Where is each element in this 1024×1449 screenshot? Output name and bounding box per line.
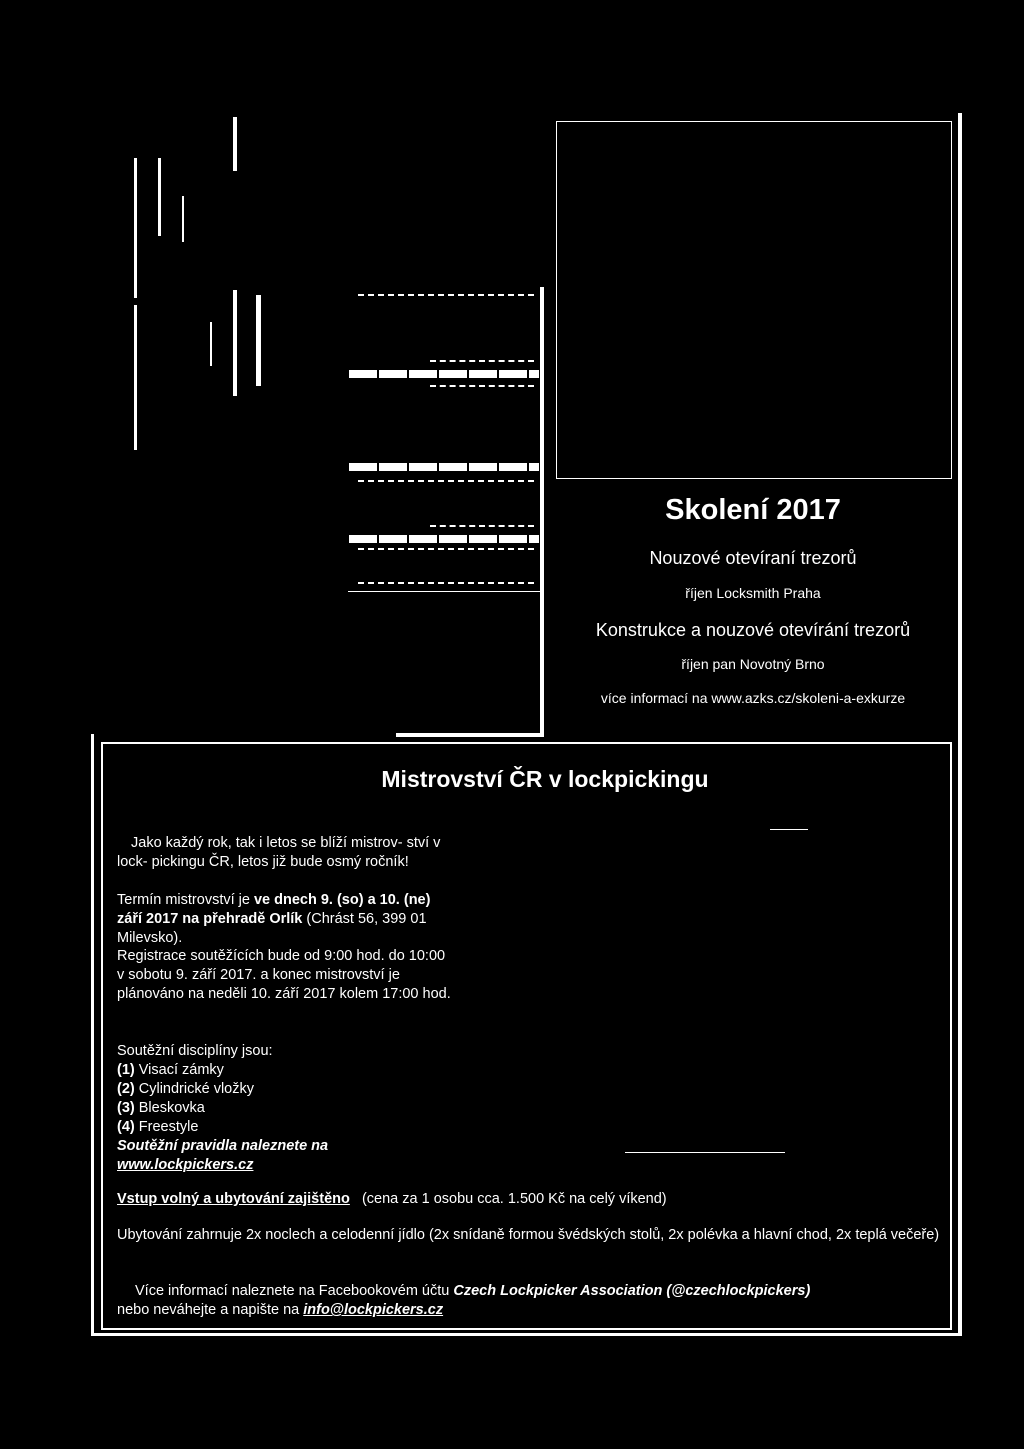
championship-registration: [117, 947, 452, 1004]
decor-stripe: [349, 370, 539, 378]
decor-dash: [430, 525, 534, 527]
rules-text: Soutěžní pravidla naleznete na: [117, 1138, 329, 1154]
entry-bold: Vstup volný a ubytování zajištěno: [117, 1191, 350, 1207]
discipline-number: (1): [117, 1062, 135, 1078]
frame-border: [91, 734, 94, 1334]
frame-border: [91, 1333, 962, 1336]
decor-bar: [134, 158, 137, 236]
courses-title: Skolení 2017: [665, 494, 841, 526]
registration-text: Registrace soutěžících bude od 9:00 hod. do 10:00 v sobotu 9. září 2017. a konec mistrovství je plánováno na neděli 10. září 2017 kolem 17:00 hod.: [117, 948, 451, 1002]
dates-prefix: Termín mistrovství je: [117, 892, 254, 908]
photo-frame: [556, 121, 952, 479]
decor-dash: [430, 385, 534, 387]
course-detail: říjen pan Novotný Brno: [681, 656, 825, 672]
decor-dash: [358, 582, 534, 584]
decor-bar: [182, 196, 184, 242]
list-item: [117, 1118, 452, 1137]
list-item: [117, 1099, 452, 1118]
discipline-number: (2): [117, 1081, 135, 1097]
discipline-name: Visací zámky: [138, 1062, 224, 1078]
decor-bar: [233, 290, 237, 396]
decor-dash: [358, 480, 534, 482]
decor-stripe: [349, 535, 539, 543]
discipline-number: (4): [117, 1119, 135, 1135]
championship-dates: [117, 891, 452, 948]
intro-text: Jako každý rok, tak i letos se blíží mistrov- ství v lock- pickingu ČR, letos již bude osmý ročník!: [117, 835, 441, 870]
dates-bold: ve dnech 9. (so) a 10. (ne) září 2017 na přehradě Orlík: [117, 892, 431, 927]
course-name: Nouzové otevíraní trezorů: [649, 548, 857, 568]
decor-bar: [134, 236, 137, 298]
decor-dash: [430, 360, 534, 362]
decor-bar: [210, 322, 212, 366]
email-link[interactable]: info@lockpickers.cz: [303, 1302, 444, 1318]
dates-suffix: (Chrást 56, 399 01 Milevsko).: [117, 911, 427, 946]
contact-mid: nebo neváhejte a napište na: [117, 1302, 304, 1318]
discipline-name: Bleskovka: [138, 1100, 205, 1116]
decor-dash: [358, 548, 534, 550]
decor-line: [770, 829, 808, 830]
course-name: Konstrukce a nouzové otevírání trezorů: [595, 620, 911, 640]
divider: [396, 733, 544, 737]
list-item: [117, 1080, 452, 1099]
decor-bar: [158, 158, 161, 236]
decor-bar: [233, 117, 237, 171]
accommodation-text: Ubytování zahrnuje 2x noclech a celodenní jídlo (2x snídaně formou švédských stolů, 2x polévka a hlavní chod, 2x teplá večeře): [117, 1227, 940, 1243]
contact-prefix: Více informací naleznete na Facebookovém účtu: [135, 1283, 454, 1299]
championship-title: Mistrovství ČR v lockpickingu: [381, 766, 709, 792]
disciplines-list: [117, 1061, 452, 1137]
discipline-name: Freestyle: [138, 1119, 199, 1135]
decor-bar: [256, 295, 261, 386]
decor-line: [348, 591, 540, 592]
facebook-account[interactable]: Czech Lockpicker Association (@czechlockpickers): [453, 1283, 811, 1299]
rules-link[interactable]: www.lockpickers.cz: [117, 1157, 254, 1173]
decor-stripe: [349, 463, 539, 471]
discipline-number: (3): [117, 1100, 135, 1116]
decor-line: [625, 1152, 785, 1153]
discipline-name: Cylindrické vložky: [138, 1081, 254, 1097]
entry-rest: (cena za 1 osobu cca. 1.500 Kč na celý víkend): [361, 1191, 667, 1207]
courses-more-info: více informací na www.azks.cz/skoleni-a-exkurze: [600, 690, 906, 706]
championship-intro: [117, 834, 452, 872]
divider: [540, 287, 544, 737]
course-detail: říjen Locksmith Praha: [685, 585, 821, 601]
entry-line: [117, 1190, 937, 1209]
frame-border: [958, 113, 962, 1336]
decor-bar: [134, 305, 137, 450]
list-item: [117, 1061, 452, 1080]
disciplines-heading: Soutěžní disciplíny jsou:: [117, 1043, 273, 1059]
decor-dash: [358, 294, 534, 296]
contact-text: [117, 1282, 937, 1320]
